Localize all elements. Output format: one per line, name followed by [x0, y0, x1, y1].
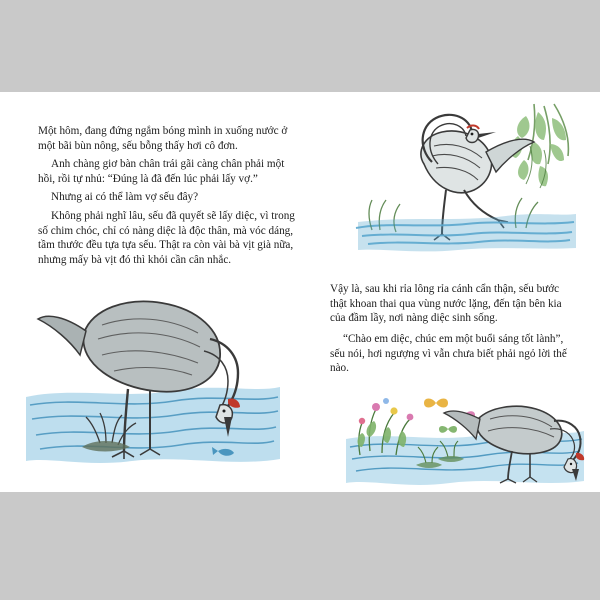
- paragraph: Anh chàng giơ bàn chân trái gãi càng chân phải một hồi, rồi tự nhủ: “Đúng là đã đến lúc phải lấy vợ.”: [38, 158, 285, 185]
- paragraph: Nhưng ai có thể làm vợ sếu đây?: [51, 191, 199, 204]
- crane-wading-illustration: [340, 377, 590, 492]
- crane-standing-illustration: [22, 247, 287, 472]
- paragraph: “Chào em diệc, chúc em một buổi sáng tốt lành”, sếu nói, hơi ngượng vì vẫn chưa biết phải ngỏ lời thế nào.: [330, 333, 567, 375]
- crane-preening-illustration: [338, 102, 588, 272]
- paragraph: Một hôm, đang đứng ngắm bóng mình in xuống nước ở một bãi bùn nông, sếu bỗng thấy hơi cô đơn.: [38, 125, 288, 152]
- book-page: [0, 92, 600, 492]
- paragraph: Không phải nghĩ lâu, sếu đã quyết sẽ lấy diệc, vì trong số chim chóc, chỉ có nàng diệc là độc thân, mà vóc dáng, tầm thước đều tựa tựa sếu. Thật ra còn vài bà vịt già nữa, nhưng mấy bà vịt đó thì khỏi cần cân nhắc.: [38, 209, 295, 266]
- paragraph: Vậy là, sau khi rỉa lông rỉa cánh cẩn thận, sếu bước thật khoan thai qua vùng nước lặng, đến tận bên kia của đầm lầy, nơi nàng diệc sinh sống.: [330, 283, 562, 325]
- right-text-block-two: [330, 332, 574, 380]
- right-text-block-one: [330, 282, 574, 330]
